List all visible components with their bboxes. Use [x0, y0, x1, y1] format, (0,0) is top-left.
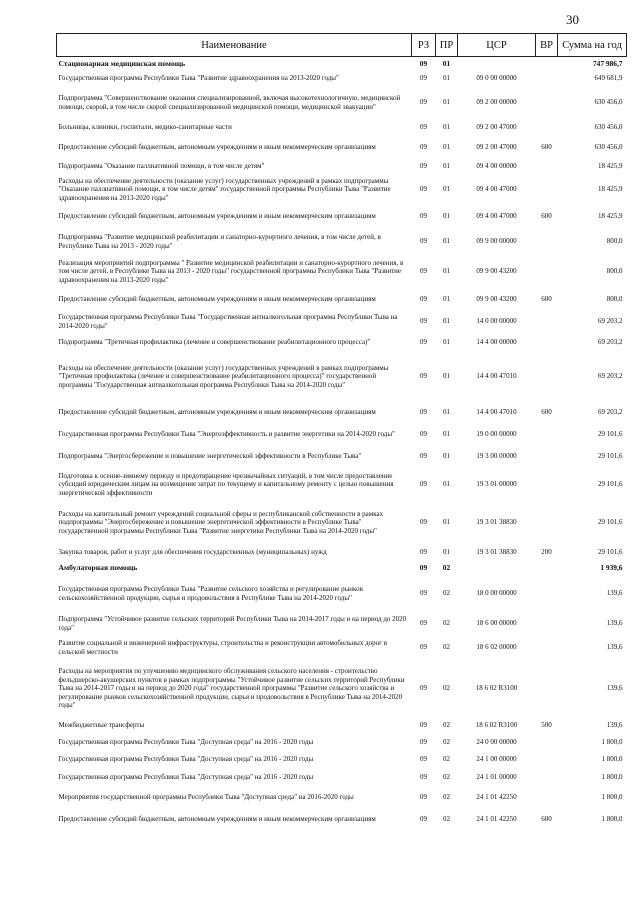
cell-vr: 200	[541, 548, 552, 557]
cell-rz: 09	[420, 773, 427, 782]
cell-name: Подпрограмма "Совершенствование оказания специализированной, включая высокотехнологичную, медицинской помощи, скорой, в том числе скорой специализированной медицинской помощи, медицинской эвакуации"	[58, 94, 401, 111]
table-row	[57, 768, 627, 788]
cell-name: Амбулаторная помощь	[58, 563, 138, 573]
cell-pr: 01	[443, 480, 450, 489]
cell-rz: 09	[420, 162, 427, 171]
cell-pr: 01	[443, 372, 450, 381]
cell-sum: 69 203,2	[598, 372, 623, 381]
cell-rz: 09	[420, 737, 427, 746]
cell-sum: 18 425,9	[598, 185, 623, 194]
cell-name: Государственная программа Республики Тыва "Доступная среда" на 2016 - 2020 годы	[58, 773, 314, 782]
cell-sum: 18 425,9	[598, 162, 623, 171]
cell-name: Предоставление субсидий бюджетным, автономным учреждениям и иным некоммерческим организациям	[58, 211, 376, 220]
cell-pr: 01	[443, 407, 450, 416]
cell-csr: 09 9 00 43200	[476, 267, 517, 276]
table-row	[57, 544, 627, 562]
table-row	[57, 734, 627, 751]
cell-name: Больницы, клиники, госпитали, медико-санитарные части	[58, 122, 232, 131]
cell-csr: 09 4 00 47000	[476, 185, 517, 194]
header-rz: РЗ	[412, 34, 436, 57]
cell-name: Расходы на обеспечение деятельности (оказание услуг) государственных учреждений в рамках подпрограммы "Третичная профилактика (лечение и совершенствование реабилитационного процесса)" государственной программы "Государственная антиалкогольная программа Республики Тыва на 2014-2020 годы"	[58, 363, 389, 389]
cell-vr	[536, 562, 558, 576]
cell-csr: 14 4 00 47010	[476, 407, 517, 416]
cell-csr: 09 2 00 00000	[476, 98, 517, 107]
cell-sum: 630 456,0	[594, 142, 623, 151]
cell-name: Государственная программа Республики Тыва "Государственная антиалкогольная программа Республики Тыва на 2014-2020 годы"	[58, 313, 398, 330]
table-row	[57, 636, 627, 660]
cell-vr: 600	[541, 211, 552, 220]
cell-csr: 19 0 00 00000	[476, 430, 517, 439]
cell-rz: 09	[420, 815, 427, 824]
cell-name: Расходы на обеспечение деятельности (оказание услуг) государственных учреждений в рамках подпрограммы "Оказание паллиативной помощи, в том числе детям" государственной программы Республики Тыва "Развитие здравоохранения на 2013-2020 годы"	[58, 176, 391, 202]
cell-rz: 09	[420, 754, 427, 763]
cell-sum: 630 456,0	[594, 122, 623, 131]
cell-name: Подпрограмма "Развитие медицинской реабилитации и санаторно-курортного лечения, в том числе детей, в Республике Тыва на 2013 - 2020 годы"	[58, 233, 381, 250]
cell-pr: 02	[443, 737, 450, 746]
cell-pr: 02	[443, 589, 450, 598]
table-row	[57, 751, 627, 768]
cell-pr: 02	[443, 619, 450, 628]
cell-vr: 600	[541, 815, 552, 824]
cell-pr: 02	[443, 793, 450, 802]
cell-rz: 09	[420, 589, 427, 598]
cell-pr: 01	[443, 237, 450, 246]
cell-rz: 09	[420, 430, 427, 439]
cell-rz: 09	[420, 407, 427, 416]
cell-name: Подпрограмма "Устойчивое развитие сельских территорий Республики Тыва на 2014-2017 годы и на период до 2020 года"	[58, 615, 407, 632]
cell-vr	[536, 353, 558, 401]
cell-sum: 69 203,2	[598, 407, 623, 416]
cell-name: Предоставление субсидий бюджетным, автономным учреждениям и иным некоммерческим организациям	[58, 407, 376, 416]
cell-sum: 1 939,6	[600, 563, 623, 573]
cell-vr	[536, 175, 558, 205]
table-header-row	[57, 34, 627, 57]
cell-sum: 69 203,2	[598, 338, 623, 347]
cell-csr: 18 6 02 R3100	[475, 684, 518, 693]
cell-vr	[536, 57, 558, 71]
table-row	[57, 205, 627, 228]
cell-name: Расходы на капитальный ремонт учреждений социальной сферы и республиканской собственности в рамках подпрограммы "Энергосбережение и повышение энергетической эффективности в Республике Тыва" государственной программы Республики Тыва "Развитие энергетики Республики Тыва на 2014-2020 годы"	[58, 509, 384, 535]
cell-sum: 139,6	[606, 684, 623, 693]
cell-csr: 09 2 00 47000	[476, 142, 517, 151]
cell-sum: 139,6	[606, 721, 623, 730]
cell-csr: 24 1 01 00000	[476, 773, 517, 782]
cell-name: Мероприятия государственной программы Республики Тыва "Доступная среда" на 2016-2020 годы	[58, 793, 354, 802]
cell-sum: 29 101,6	[598, 430, 623, 439]
cell-pr: 02	[443, 754, 450, 763]
cell-sum: 139,6	[606, 619, 623, 628]
cell-vr	[536, 87, 558, 119]
table-row	[57, 228, 627, 256]
cell-pr: 01	[443, 98, 450, 107]
table-row	[57, 660, 627, 718]
cell-vr	[536, 502, 558, 544]
cell-name: Подготовка к осенне-зимнему периоду и предотвращение чрезвычайных ситуаций, в том числе предоставление субсидий юридическим лицам на возмещение затрат по текущему и капитальному ремонту с целью повышения энергетической эффективности	[58, 471, 394, 497]
table-row	[57, 612, 627, 636]
cell-sum: 800,0	[606, 267, 623, 276]
cell-rz: 09	[420, 338, 427, 347]
cell-rz: 09	[420, 372, 427, 381]
cell-vr	[536, 71, 558, 87]
cell-pr: 01	[443, 162, 450, 171]
cell-sum: 29 101,6	[598, 452, 623, 461]
cell-rz: 09	[420, 294, 427, 303]
table-row	[57, 718, 627, 734]
cell-csr: 18 0 00 00000	[476, 589, 517, 598]
cell-vr	[536, 768, 558, 788]
cell-rz: 09	[420, 142, 427, 151]
cell-rz: 09	[420, 643, 427, 652]
cell-csr	[458, 562, 536, 576]
table-row	[57, 87, 627, 119]
cell-csr: 18 6 00 00000	[476, 619, 517, 628]
cell-name: Государственная программа Республики Тыва "Развитие здравоохранения на 2013-2020 годы"	[58, 74, 339, 83]
cell-name: Стационарная медицинская помощь	[58, 58, 186, 68]
table-row	[57, 288, 627, 311]
cell-csr: 14 4 00 47010	[476, 372, 517, 381]
cell-csr: 09 4 00 00000	[476, 162, 517, 171]
cell-csr: 09 0 00 00000	[476, 74, 517, 83]
cell-rz: 09	[420, 267, 427, 276]
cell-sum: 1 800,0	[601, 773, 623, 782]
cell-vr: 600	[541, 142, 552, 151]
cell-rz: 09	[420, 98, 427, 107]
cell-csr: 18 6 02 00000	[476, 643, 517, 652]
cell-sum: 139,6	[606, 589, 623, 598]
cell-csr	[458, 57, 536, 71]
header-csr: ЦСР	[458, 34, 536, 57]
cell-pr: 01	[443, 267, 450, 276]
cell-pr: 01	[443, 518, 450, 527]
cell-vr	[536, 311, 558, 333]
cell-csr: 09 2 00 47000	[476, 122, 517, 131]
cell-vr	[536, 424, 558, 446]
cell-sum: 800,0	[606, 294, 623, 303]
cell-rz: 09	[419, 563, 428, 573]
cell-sum: 630 456,0	[594, 98, 623, 107]
cell-vr: 500	[541, 721, 552, 730]
cell-sum: 1 800,0	[601, 754, 623, 763]
cell-name: Государственная программа Республики Тыва "Развитие сельского хозяйства и регулирование рынков сельскохозяйственной продукции, сырья и продовольствия в Республике Тыва на 2014-2020 годы"	[58, 585, 363, 602]
cell-pr: 01	[443, 430, 450, 439]
cell-vr	[536, 446, 558, 468]
cell-sum: 29 101,6	[598, 548, 623, 557]
cell-csr: 09 4 00 47000	[476, 211, 517, 220]
cell-rz: 09	[420, 480, 427, 489]
cell-sum: 18 425,9	[598, 211, 623, 220]
header-sum: Сумма на год	[558, 34, 627, 57]
cell-pr: 01	[443, 185, 450, 194]
cell-name: Государственная программа Республики Тыва "Доступная среда" на 2016 - 2020 годы	[58, 737, 314, 746]
cell-name: Государственная программа Республики Тыва "Энергоэффективность и развитие энергетики на 2014-2020 годы"	[58, 430, 395, 439]
cell-csr: 18 6 02 R3100	[475, 721, 518, 730]
table-row	[57, 502, 627, 544]
table-row	[57, 468, 627, 502]
cell-pr: 01	[442, 58, 451, 68]
cell-vr	[536, 751, 558, 768]
cell-vr	[536, 576, 558, 612]
cell-rz: 09	[420, 237, 427, 246]
cell-vr	[536, 788, 558, 808]
cell-pr: 01	[443, 452, 450, 461]
cell-pr: 01	[443, 74, 450, 83]
cell-name: Закупка товаров, работ и услуг для обеспечения государственных (муниципальных) нужд	[58, 548, 327, 557]
cell-rz: 09	[420, 548, 427, 557]
cell-csr: 24 0 00 00000	[476, 737, 517, 746]
cell-sum: 69 203,2	[598, 317, 623, 326]
cell-rz: 09	[420, 317, 427, 326]
cell-rz: 09	[420, 122, 427, 131]
cell-vr: 600	[541, 294, 552, 303]
table-row	[57, 353, 627, 401]
cell-vr	[536, 119, 558, 136]
cell-sum: 649 681,9	[594, 74, 623, 83]
cell-sum: 747 986,7	[592, 58, 623, 68]
cell-csr: 24 1 00 00000	[476, 754, 517, 763]
table-row	[57, 808, 627, 832]
cell-pr: 01	[443, 211, 450, 220]
table-row	[57, 424, 627, 446]
cell-pr: 02	[443, 721, 450, 730]
cell-sum: 1 800,0	[601, 815, 623, 824]
cell-vr	[536, 228, 558, 256]
cell-rz: 09	[420, 518, 427, 527]
cell-name: Предоставление субсидий бюджетным, автономным учреждениям и иным некоммерческим организациям	[58, 815, 376, 824]
cell-rz: 09	[420, 793, 427, 802]
cell-vr	[536, 734, 558, 751]
cell-rz: 09	[420, 721, 427, 730]
cell-pr: 02	[442, 563, 451, 573]
cell-csr: 14 4 00 00000	[476, 338, 517, 347]
cell-pr: 01	[443, 142, 450, 151]
cell-csr: 09 9 00 43200	[476, 294, 517, 303]
table-row	[57, 333, 627, 353]
section-row	[57, 562, 627, 576]
cell-pr: 01	[443, 548, 450, 557]
table-row	[57, 576, 627, 612]
cell-vr	[536, 468, 558, 502]
cell-name: Подпрограмма "Оказание паллиативной помощи, в том числе детям"	[58, 162, 265, 171]
cell-vr	[536, 612, 558, 636]
cell-pr: 01	[443, 317, 450, 326]
cell-name: Предоставление субсидий бюджетным, автономным учреждениям и иным некоммерческим организациям	[58, 142, 376, 151]
cell-name: Расходы на мероприятия по улучшению медицинского обслуживания сельского населения - строительство фельдшерско-акушерских пунктов в рамках подпрограммы "Устойчивое развитие сельских территорий Республики Тыва на 2014-2017 годы и на период до 2020 года" государственной программы "Развитие сельского хозяйства и регулирование рынков сельскохозяйственной продукции, сырья и продовольствия в Республике Тыва на 2014-2020 годы"	[58, 667, 405, 710]
cell-name: Государственная программа Республики Тыва "Доступная среда" на 2016 - 2020 годы	[58, 754, 314, 763]
cell-csr: 19 3 01 00000	[476, 480, 517, 489]
cell-sum: 1 800,0	[601, 793, 623, 802]
cell-csr: 24 1 01 42250	[476, 793, 517, 802]
page-number: 30	[566, 12, 579, 27]
cell-name: Подпрограмма "Энергосбережение и повышение энергетической эффективности в Республике Тыва"	[58, 452, 362, 461]
cell-pr: 02	[443, 815, 450, 824]
table-row	[57, 71, 627, 87]
cell-rz: 09	[420, 619, 427, 628]
table-row	[57, 136, 627, 159]
cell-name: Предоставление субсидий бюджетным, автономным учреждениям и иным некоммерческим организациям	[58, 294, 376, 303]
cell-sum: 1 800,0	[601, 737, 623, 746]
cell-pr: 01	[443, 122, 450, 131]
cell-rz: 09	[420, 452, 427, 461]
table-row	[57, 311, 627, 333]
cell-rz: 09	[420, 74, 427, 83]
cell-vr	[536, 159, 558, 175]
cell-csr: 14 0 00 00000	[476, 317, 517, 326]
table-row	[57, 401, 627, 424]
cell-sum: 800,0	[606, 237, 623, 246]
cell-pr: 02	[443, 643, 450, 652]
cell-rz: 09	[419, 58, 428, 68]
cell-sum: 29 101,6	[598, 480, 623, 489]
header-name: Наименование	[57, 34, 412, 57]
budget-table	[56, 33, 627, 832]
header-vr: ВР	[536, 34, 558, 57]
section-row	[57, 57, 627, 71]
cell-pr: 01	[443, 294, 450, 303]
cell-csr: 24 1 01 42250	[476, 815, 517, 824]
cell-pr: 01	[443, 338, 450, 347]
table-row	[57, 175, 627, 205]
cell-sum: 139,6	[606, 643, 623, 652]
table-row	[57, 446, 627, 468]
table-body	[57, 57, 627, 832]
cell-rz: 09	[420, 211, 427, 220]
cell-vr	[536, 660, 558, 718]
cell-rz: 09	[420, 185, 427, 194]
table-row	[57, 119, 627, 136]
table-row	[57, 256, 627, 288]
cell-csr: 19 3 00 00000	[476, 452, 517, 461]
cell-vr: 600	[541, 407, 552, 416]
cell-name: Реализация мероприятий подпрограммы " Развитие медицинской реабилитации и санаторно-курортного лечения, в том числе детей, в Республике Тыва на 2013 - 2020 годы" государственной программы Республики Тыва "Развитие здравоохранения на 2013-2020 годы"	[58, 258, 404, 284]
header-pr: ПР	[436, 34, 458, 57]
cell-sum: 29 101,6	[598, 518, 623, 527]
cell-pr: 02	[443, 684, 450, 693]
cell-rz: 09	[420, 684, 427, 693]
cell-vr	[536, 333, 558, 353]
cell-vr	[536, 636, 558, 660]
table-row	[57, 159, 627, 175]
table-row	[57, 788, 627, 808]
cell-csr: 09 9 00 00000	[476, 237, 517, 246]
cell-name: Межбюджетные трансферты	[58, 721, 145, 730]
cell-csr: 19 3 01 38830	[476, 548, 517, 557]
cell-vr	[536, 256, 558, 288]
cell-pr: 02	[443, 773, 450, 782]
cell-name: Развитие социальной и инженерной инфраструктуры, строительства и реконструкции автомобильных дорог в сельской местности	[58, 639, 388, 656]
cell-name: Подпрограмма "Третичная профилактика (лечение и совершенствование реабилитационного процесса)"	[58, 338, 371, 347]
cell-csr: 19 3 01 38830	[476, 518, 517, 527]
